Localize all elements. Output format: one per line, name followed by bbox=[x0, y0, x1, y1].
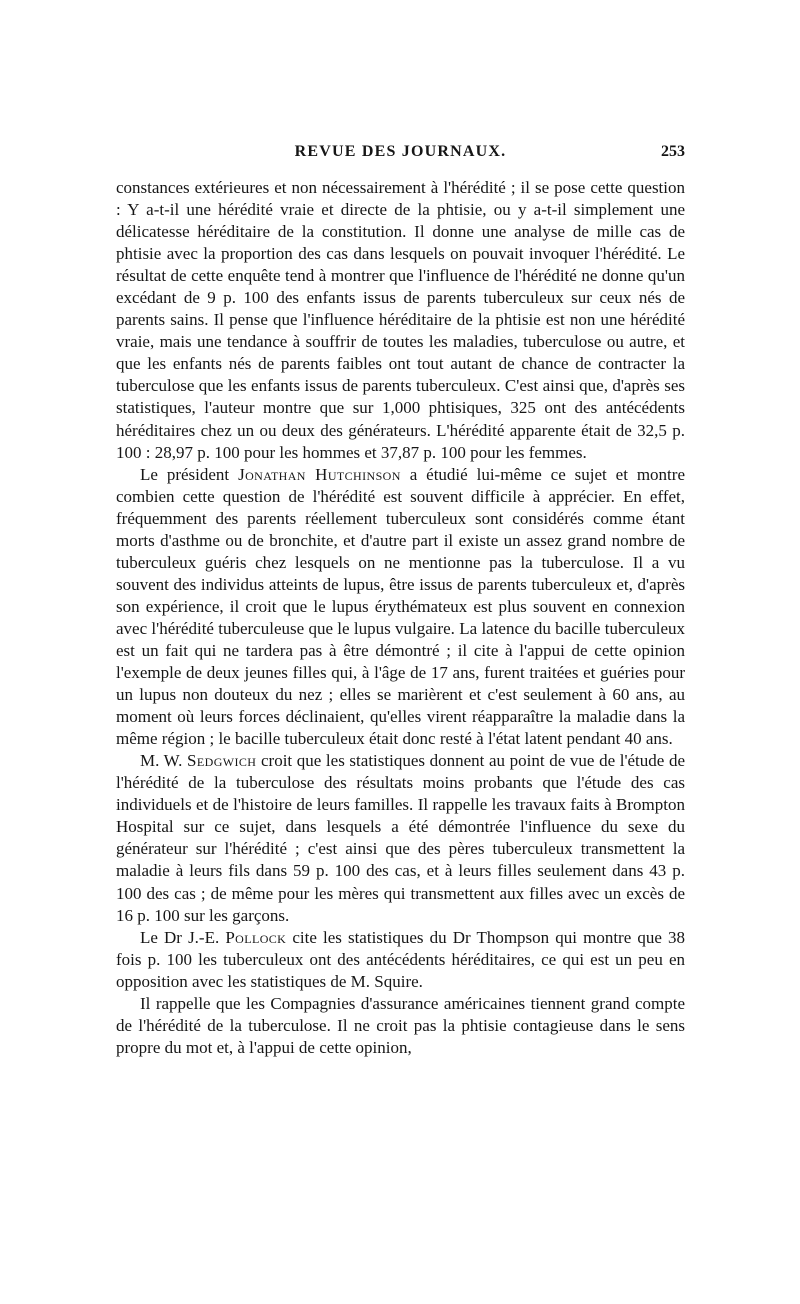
paragraph-sedgwich bbox=[116, 750, 685, 926]
paragraph-lead: Le président bbox=[140, 464, 239, 484]
paragraph-continuation bbox=[116, 177, 685, 464]
running-head: REVUE DES JOURNAUX. bbox=[294, 143, 507, 160]
paragraph-hutchinson bbox=[116, 464, 685, 751]
paragraph-text: cite les statistiques du Dr Thompson qui montre que 38 fois p. 100 les tuberculeux ont des antécédents héréditaires, ce qui est un peu en opposition avec les statistiques de M. Squire. bbox=[116, 927, 685, 991]
author-name: Jonathan Hutchinson bbox=[238, 464, 401, 484]
body-text bbox=[116, 177, 685, 1059]
author-name: Pollock bbox=[225, 927, 287, 947]
page-number: 253 bbox=[661, 143, 685, 160]
paragraph-text: Il rappelle que les Compagnies d'assurance américaines tiennent grand compte de l'hérédité de la tuberculose. Il ne croit pas la phtisie contagieuse dans le sens propre du mot et, à l'appui de cette opinion, bbox=[116, 993, 685, 1057]
paragraph-text: croit que les statistiques donnent au point de vue de l'étude de l'hérédité de la tuberculose des résultats moins probants que l'étude des cas individuels et de l'histoire de leurs familles. Il rappelle les travaux faits à Brompton Hospital sur ce sujet, dans lesquels a été démontrée l'influence du sexe du générateur sur l'hérédité ; c'est ainsi que des pères tuberculeux transmettent la maladie à leurs fils dans 59 p. 100 des cas, et à leurs filles seulement dans 43 p. 100 des cas ; de même pour les mères qui transmettent aux filles avec un excès de 16 p. 100 sur les garçons. bbox=[116, 751, 685, 925]
paragraph-lead: M. W. bbox=[140, 751, 188, 771]
author-name: Sedgwich bbox=[187, 751, 257, 771]
paragraph-assurance bbox=[116, 993, 685, 1059]
paragraph-text: constances extérieures et non nécessairement à l'hérédité ; il se pose cette question : Y a-t-il une hérédité vraie et directe de la phtisie, ou y a-t-il simplement une délicatesse héréditaire de la constitution. Il donne une analyse de mille cas de phtisie avec la proportion des cas dans lesquels on pouvait invoquer l'hérédité. Le résultat de cette enquête tend à montrer que l'influence de l'hérédité ne donne qu'un excédant de 9 p. 100 des enfants issus de parents tuberculeux sur ceux nés de parents sains. Il pense que l'influence héréditaire de la phtisie est non une hérédité vraie, mais une tendance à souffrir de toutes les maladies, tuberculose ou autre, et que les enfants nés de parents faibles ont tout autant de chance de contracter la tuberculose que les enfants issus de parents tuberculeux. C'est ainsi que, d'après ses statistiques, l'auteur montre que sur 1,000 phtisiques, 325 ont des antécédents héréditaires chez un ou deux des générateurs. L'hérédité apparente était de 32,5 p. 100 : 28,97 p. 100 pour les hommes et 37,87 p. 100 pour les femmes. bbox=[116, 178, 685, 462]
paragraph-text: a étudié lui-même ce sujet et montre combien cette question de l'hérédité est souvent difficile à apprécier. En effet, fréquemment des parents réellement tuberculeux sont considérés comme étant morts d'asthme ou de bronchite, et d'autre part il existe un assez grand nombre de tuberculeux guéris chez lesquels on ne mentionne pas la tuberculose. Il a vu souvent des individus atteints de lupus, être issus de parents tuberculeux et, d'après son expérience, il croit que le lupus érythémateux est plus souvent en connexion avec l'hérédité tuberculeuse que le lupus vulgaire. La latence du bacille tuberculeux est un fait qui ne tardera pas à être démontré ; il cite à l'appui de cette opinion l'exemple de deux jeunes filles qui, à l'âge de 17 ans, furent traitées et guéries pour un lupus non douteux du nez ; elles se marièrent et c'est seulement à 60 ans, au moment où leurs forces déclinaient, qu'elles virent réapparaître la maladie dans la même région ; le bacille tuberculeux était donc resté à l'état latent pendant 40 ans. bbox=[116, 464, 685, 749]
paragraph-lead: Le Dr J.-E. bbox=[140, 927, 226, 947]
page-header bbox=[116, 143, 685, 169]
paragraph-pollock bbox=[116, 927, 685, 993]
